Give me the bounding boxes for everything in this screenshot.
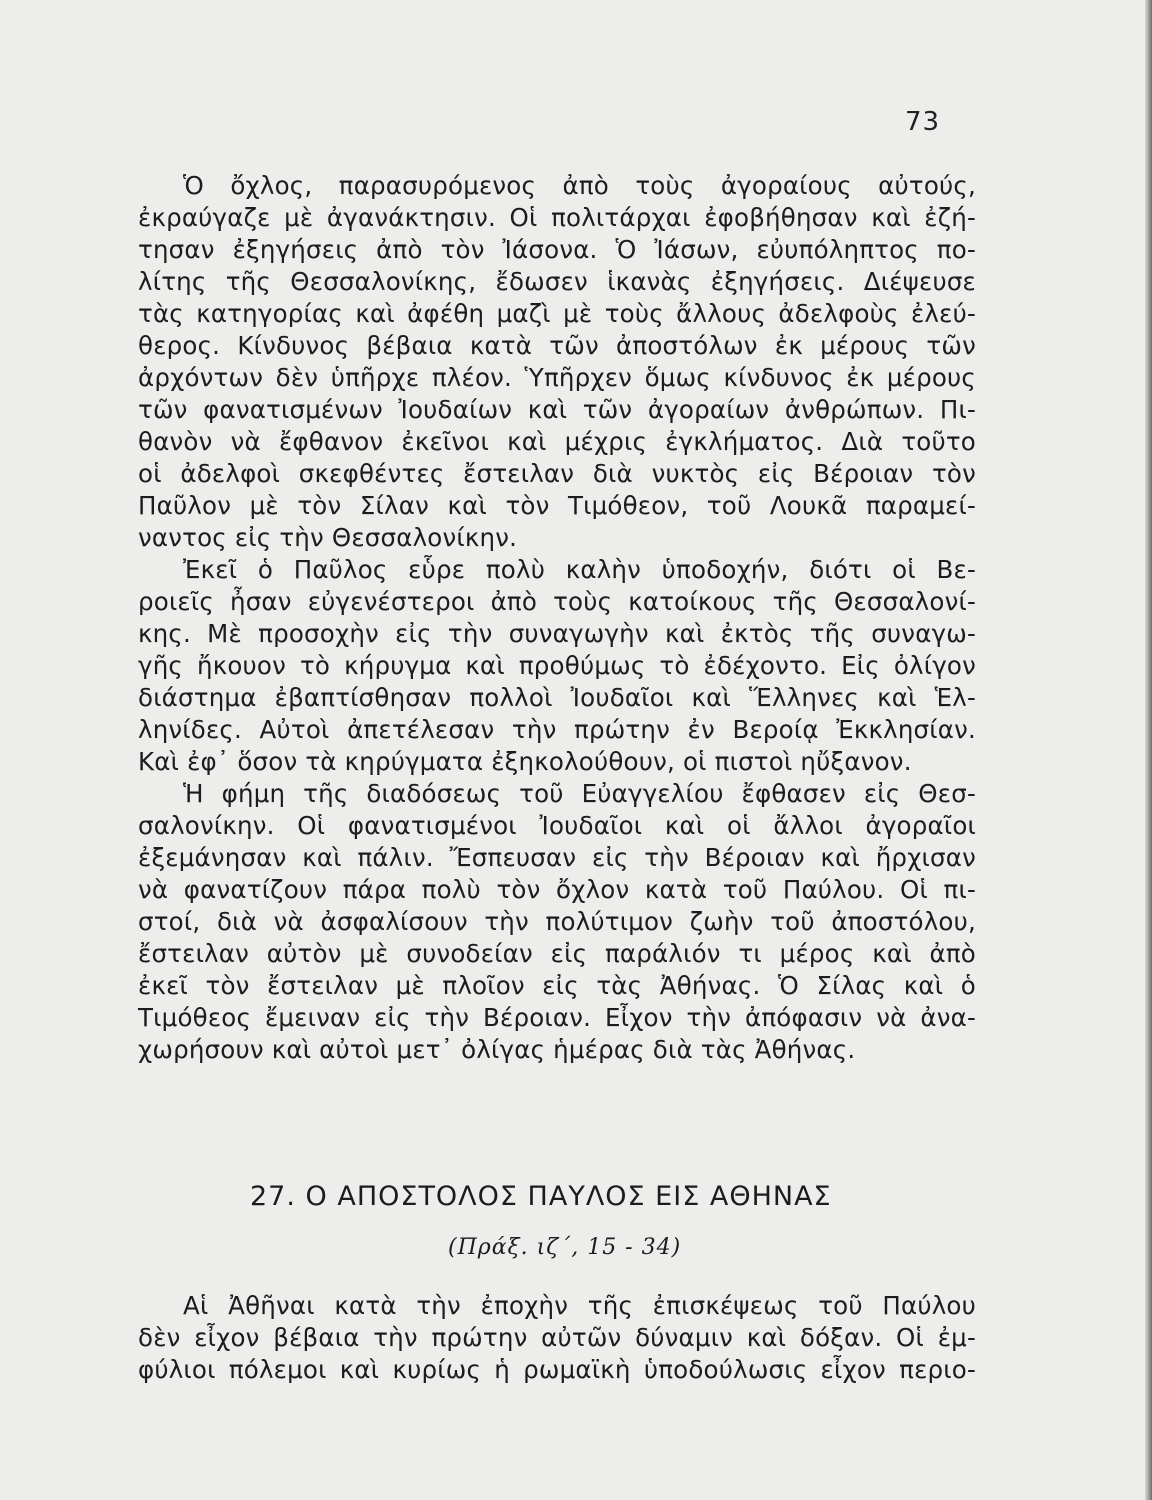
text-line: Ἐκεῖ ὁ Παῦλος εὗρε πολὺ καλὴν ὑποδοχήν, διότι οἱ Βε- [183,555,976,584]
section-heading: 27. Ο ΑΠΟΣΤΟΛΟΣ ΠΑΥΛΟΣ ΕΙΣ ΑΘΗΝΑΣ [250,1181,832,1212]
scan-edge-shadow [1145,0,1152,1500]
text-line: ἔστειλαν αὐτὸν μὲ συνοδείαν εἰς παράλιόν τι μέρος καὶ ἀπὸ [138,939,976,968]
text-line: ροιεῖς ἦσαν εὐγενέστεροι ἀπὸ τοὺς κατοίκους τῆς Θεσσαλονί- [138,587,976,616]
text-line: Καὶ ἐφ᾽ ὅσον τὰ κηρύγματα ἐξηκολούθουν, οἱ πιστοὶ ηὔξανον. [138,747,912,776]
text-line: δὲν εἶχον βέβαια τὴν πρώτην αὐτῶν δύναμιν καὶ δόξαν. Οἱ ἐμ- [138,1323,976,1352]
body-text-bottom [138,1290,976,1386]
text-line: κης. Μὲ προσοχὴν εἰς τὴν συναγωγὴν καὶ ἐκτὸς τῆς συναγω- [138,619,976,648]
text-line: Ἡ φήμη τῆς διαδόσεως τοῦ Εὐαγγελίου ἔφθασεν εἰς Θεσ- [183,779,976,808]
text-line: στοί, διὰ νὰ ἀσφαλίσουν τὴν πολύτιμον ζωὴν τοῦ ἀποστόλου, [138,907,976,936]
text-line: Ὁ ὄχλος, παρασυρόμενος ἀπὸ τοὺς ἀγοραίους αὐτούς, [183,171,976,200]
text-line: ἀρχόντων δὲν ὑπῆρχε πλέον. Ὑπῆρχεν ὅμως κίνδυνος ἐκ μέρους [138,363,976,392]
text-line: διάστημα ἐβαπτίσθησαν πολλοὶ Ἰουδαῖοι καὶ Ἕλληνες καὶ Ἑλ- [138,683,976,712]
text-line: Παῦλον μὲ τὸν Σίλαν καὶ τὸν Τιμόθεον, τοῦ Λουκᾶ παραμεί- [138,491,976,520]
page-number: 73 [905,107,941,137]
text-line: φύλιοι πόλεμοι καὶ κυρίως ἡ ρωμαϊκὴ ὑποδούλωσις εἶχον περιο- [138,1355,976,1384]
text-line: ληνίδες. Αὐτοὶ ἀπετέλεσαν τὴν πρώτην ἐν Βεροίᾳ Ἐκκλησίαν. [138,715,976,744]
text-line: τῶν φανατισμένων Ἰουδαίων καὶ τῶν ἀγοραίων ἀνθρώπων. Πι- [138,395,976,424]
text-line: θερος. Κίνδυνος βέβαια κατὰ τῶν ἀποστόλων ἐκ μέρους τῶν [138,331,976,360]
text-line: οἱ ἀδελφοὶ σκεφθέντες ἔστειλαν διὰ νυκτὸς εἰς Βέροιαν τὸν [138,459,976,488]
text-line: ναντος εἰς τὴν Θεσσαλονίκην. [138,523,518,552]
text-line: θανὸν νὰ ἔφθανον ἐκεῖνοι καὶ μέχρις ἐγκλήματος. Διὰ τοῦτο [138,427,976,456]
body-text-top [138,170,976,1066]
text-line: νὰ φανατίζουν πάρα πολὺ τὸν ὄχλον κατὰ τοῦ Παύλου. Οἱ πι- [138,875,976,904]
text-line: ἐκραύγαζε μὲ ἀγανάκτησιν. Οἱ πολιτάρχαι ἐφοβήθησαν καὶ ἐζή- [138,203,976,232]
section-reference: (Πράξ. ιζ΄, 15 - 34) [448,1235,682,1260]
text-line: λίτης τῆς Θεσσαλονίκης, ἔδωσεν ἱκανὰς ἐξηγήσεις. Διέψευσε [138,267,976,296]
text-line: Αἱ Ἀθῆναι κατὰ τὴν ἐποχὴν τῆς ἐπισκέψεως τοῦ Παύλου [183,1291,976,1320]
text-line: τὰς κατηγορίας καὶ ἀφέθη μαζὶ μὲ τοὺς ἄλλους ἀδελφοὺς ἐλεύ- [138,299,976,328]
text-line: τησαν ἐξηγήσεις ἀπὸ τὸν Ἰάσονα. Ὁ Ἰάσων, εὐυπόληπτος πο- [138,235,976,264]
text-line: σαλονίκην. Οἱ φανατισμένοι Ἰουδαῖοι καὶ οἱ ἄλλοι ἀγοραῖοι [138,811,976,840]
text-line: ἐξεμάνησαν καὶ πάλιν. Ἔσπευσαν εἰς τὴν Βέροιαν καὶ ἤρχισαν [138,843,976,872]
text-line: ἐκεῖ τὸν ἔστειλαν μὲ πλοῖον εἰς τὰς Ἀθήνας. Ὁ Σίλας καὶ ὁ [138,971,976,1000]
text-line: γῆς ἤκουον τὸ κήρυγμα καὶ προθύμως τὸ ἐδέχοντο. Εἰς ὀλίγον [138,651,976,680]
text-line: χωρήσουν καὶ αὐτοὶ μετ᾽ ὀλίγας ἡμέρας διὰ τὰς Ἀθήνας. [138,1035,856,1064]
text-line: Τιμόθεος ἔμειναν εἰς τὴν Βέροιαν. Εἶχον τὴν ἀπόφασιν νὰ ἀνα- [138,1003,976,1032]
